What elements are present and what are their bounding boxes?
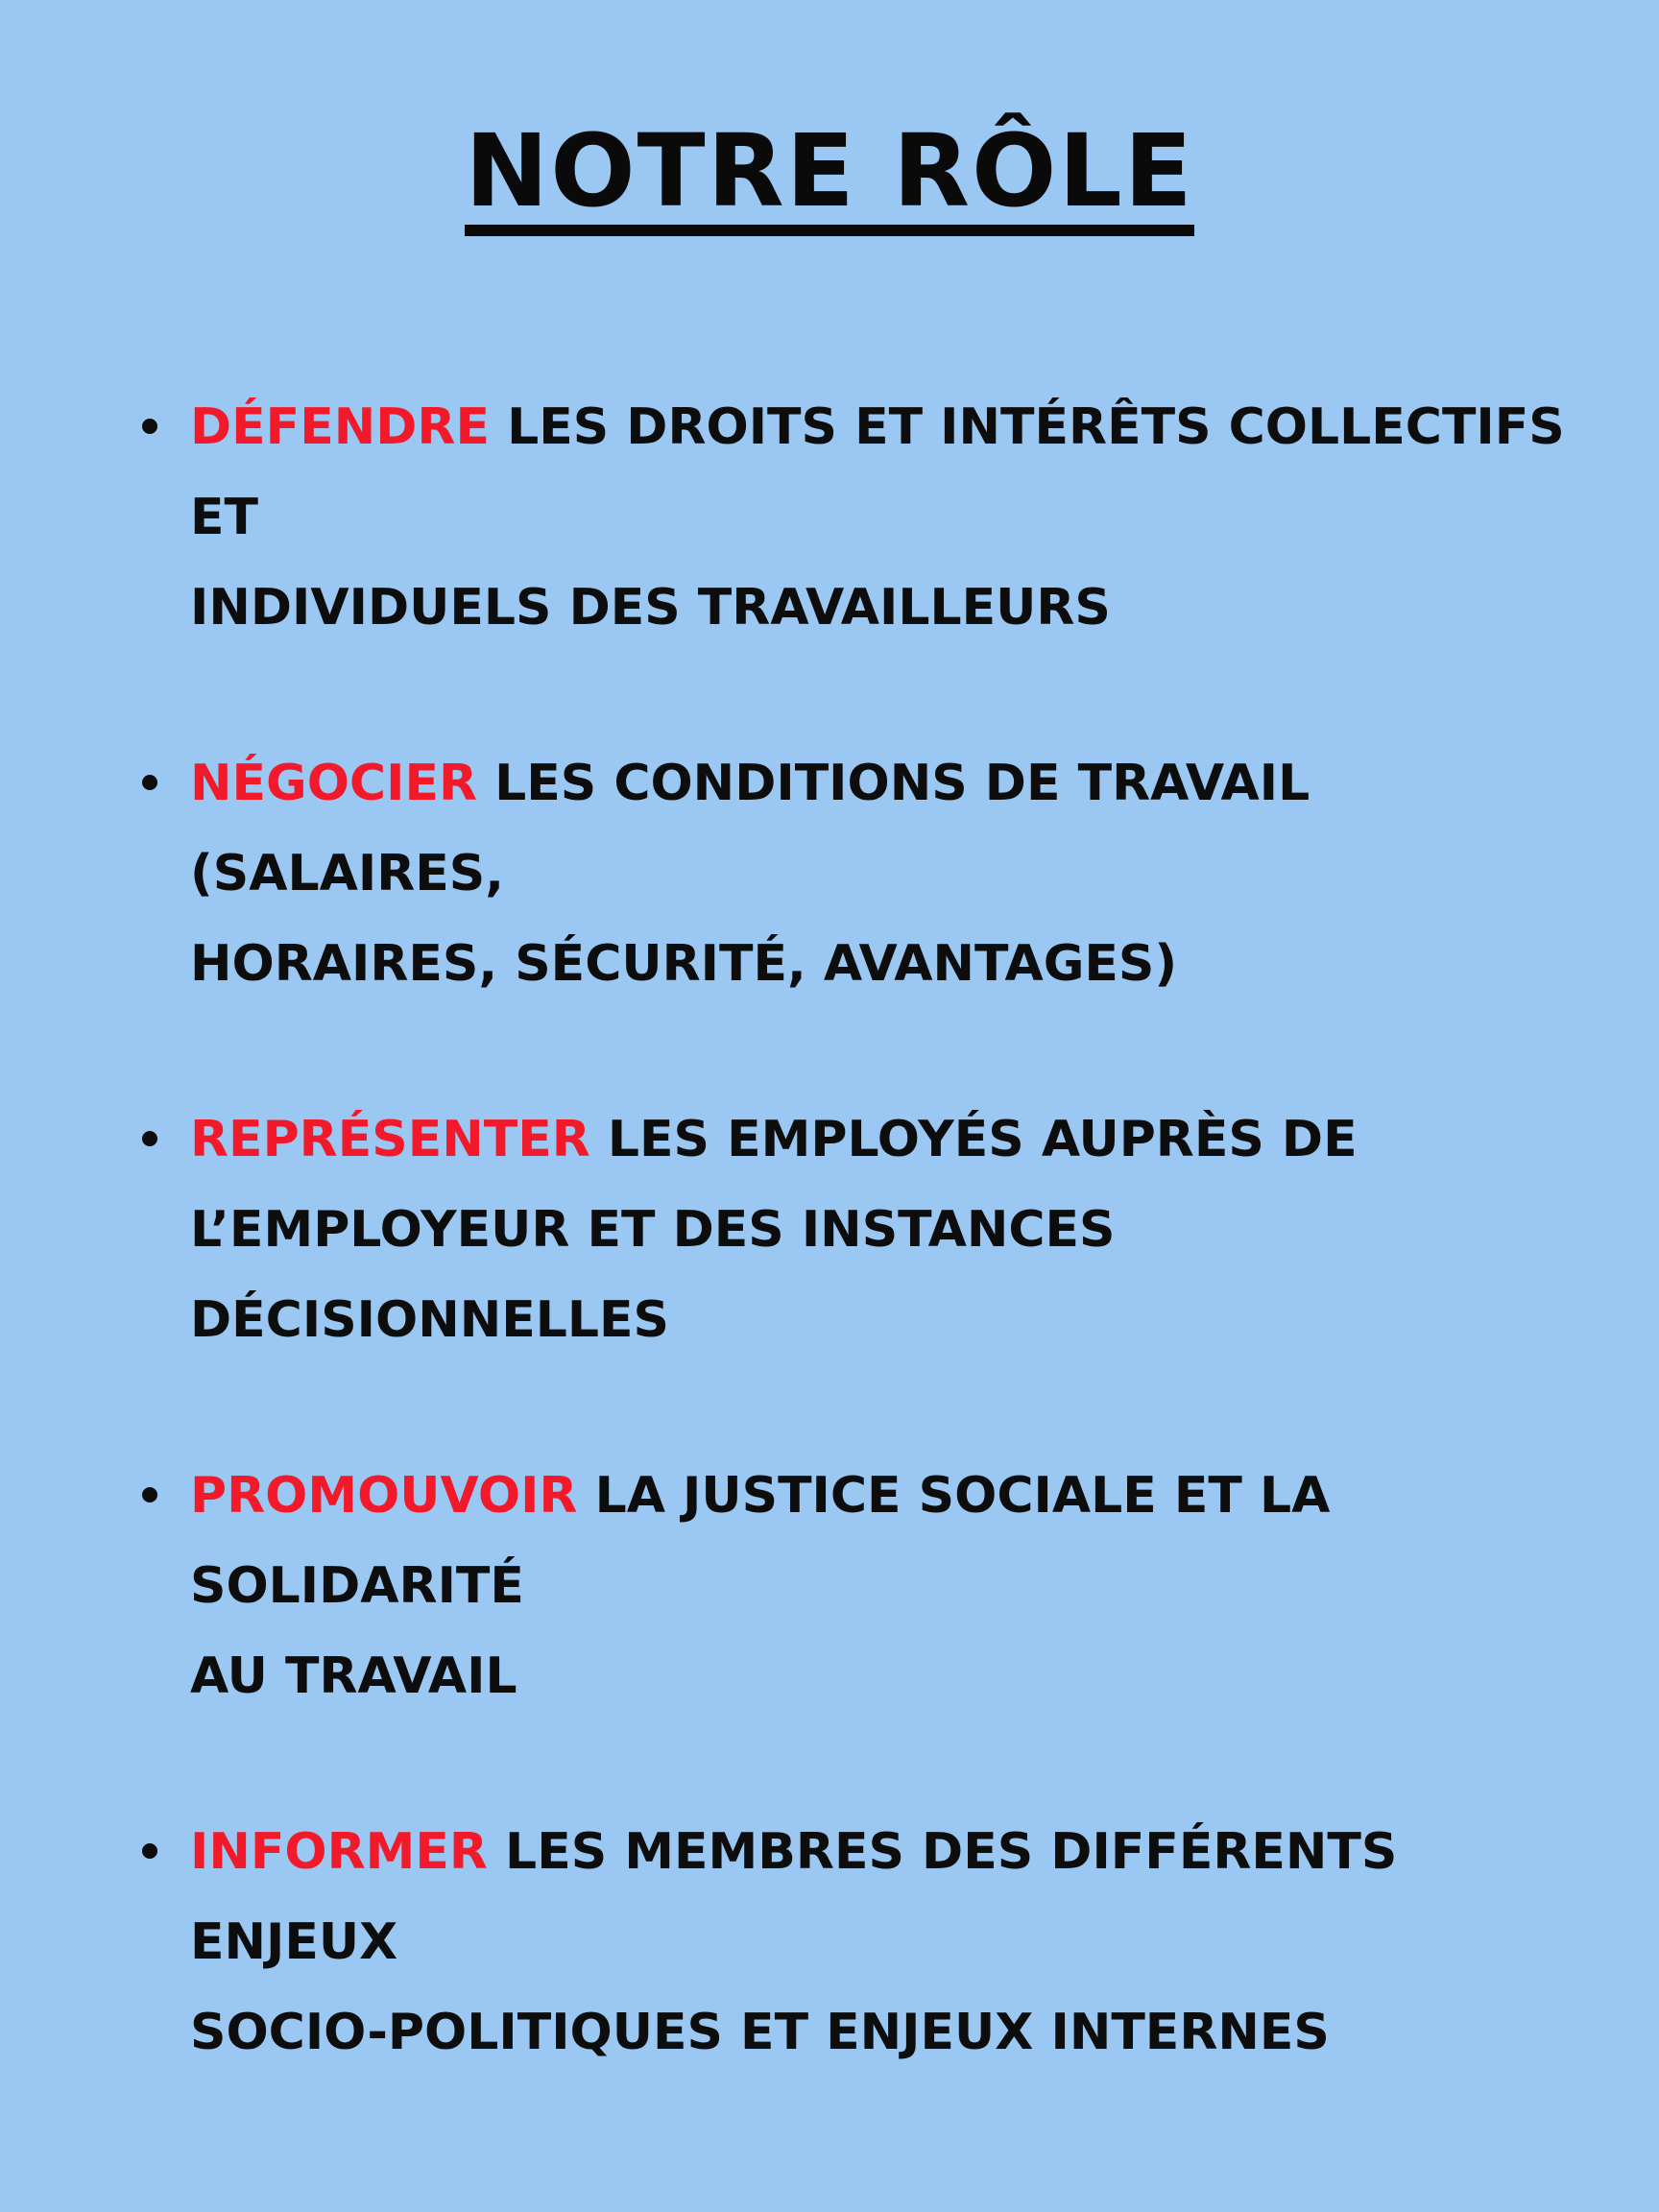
item-text-line2: INDIVIDUELS DES TRAVAILLEURS xyxy=(190,579,1111,637)
item-verb: NÉGOCIER xyxy=(190,755,477,812)
page-title-text: NOTRE RÔLE xyxy=(465,117,1194,236)
list-item-defendre xyxy=(140,382,1580,653)
item-text-line2: SOCIO-POLITIQUES ET ENJEUX INTERNES xyxy=(190,2004,1330,2061)
bullet-icon xyxy=(142,1487,157,1503)
item-text-line2: L’EMPLOYEUR ET DES INSTANCES DÉCISIONNELLES xyxy=(190,1201,1116,1349)
role-list xyxy=(140,382,1580,2163)
list-item-promouvoir xyxy=(140,1451,1580,1721)
item-verb: PROMOUVOIR xyxy=(190,1467,578,1525)
list-item-representer xyxy=(140,1094,1580,1365)
list-item-negocier xyxy=(140,738,1580,1009)
list-item-informer xyxy=(140,1807,1580,2078)
item-text-line1: LA JUSTICE SOCIALE ET LA SOLIDARITÉ xyxy=(190,1467,1331,1615)
page-title xyxy=(0,113,1659,236)
item-text-line2: HORAIRES, SÉCURITÉ, AVANTAGES) xyxy=(190,935,1178,993)
item-text-line2: AU TRAVAIL xyxy=(190,1647,517,1705)
item-text-line1: LES MEMBRES DES DIFFÉRENTS ENJEUX xyxy=(190,1823,1398,1971)
bullet-icon xyxy=(142,775,157,790)
bullet-icon xyxy=(142,1843,157,1859)
item-text-line1: LES DROITS ET INTÉRÊTS COLLECTIFS ET xyxy=(190,398,1565,546)
item-verb: REPRÉSENTER xyxy=(190,1111,590,1168)
item-text-line1: LES EMPLOYÉS AUPRÈS DE xyxy=(589,1111,1358,1168)
bullet-icon xyxy=(142,1131,157,1146)
bullet-icon xyxy=(142,419,157,434)
item-text-line1: LES CONDITIONS DE TRAVAIL (SALAIRES, xyxy=(190,755,1310,902)
item-verb: INFORMER xyxy=(190,1823,488,1881)
item-verb: DÉFENDRE xyxy=(190,398,490,456)
